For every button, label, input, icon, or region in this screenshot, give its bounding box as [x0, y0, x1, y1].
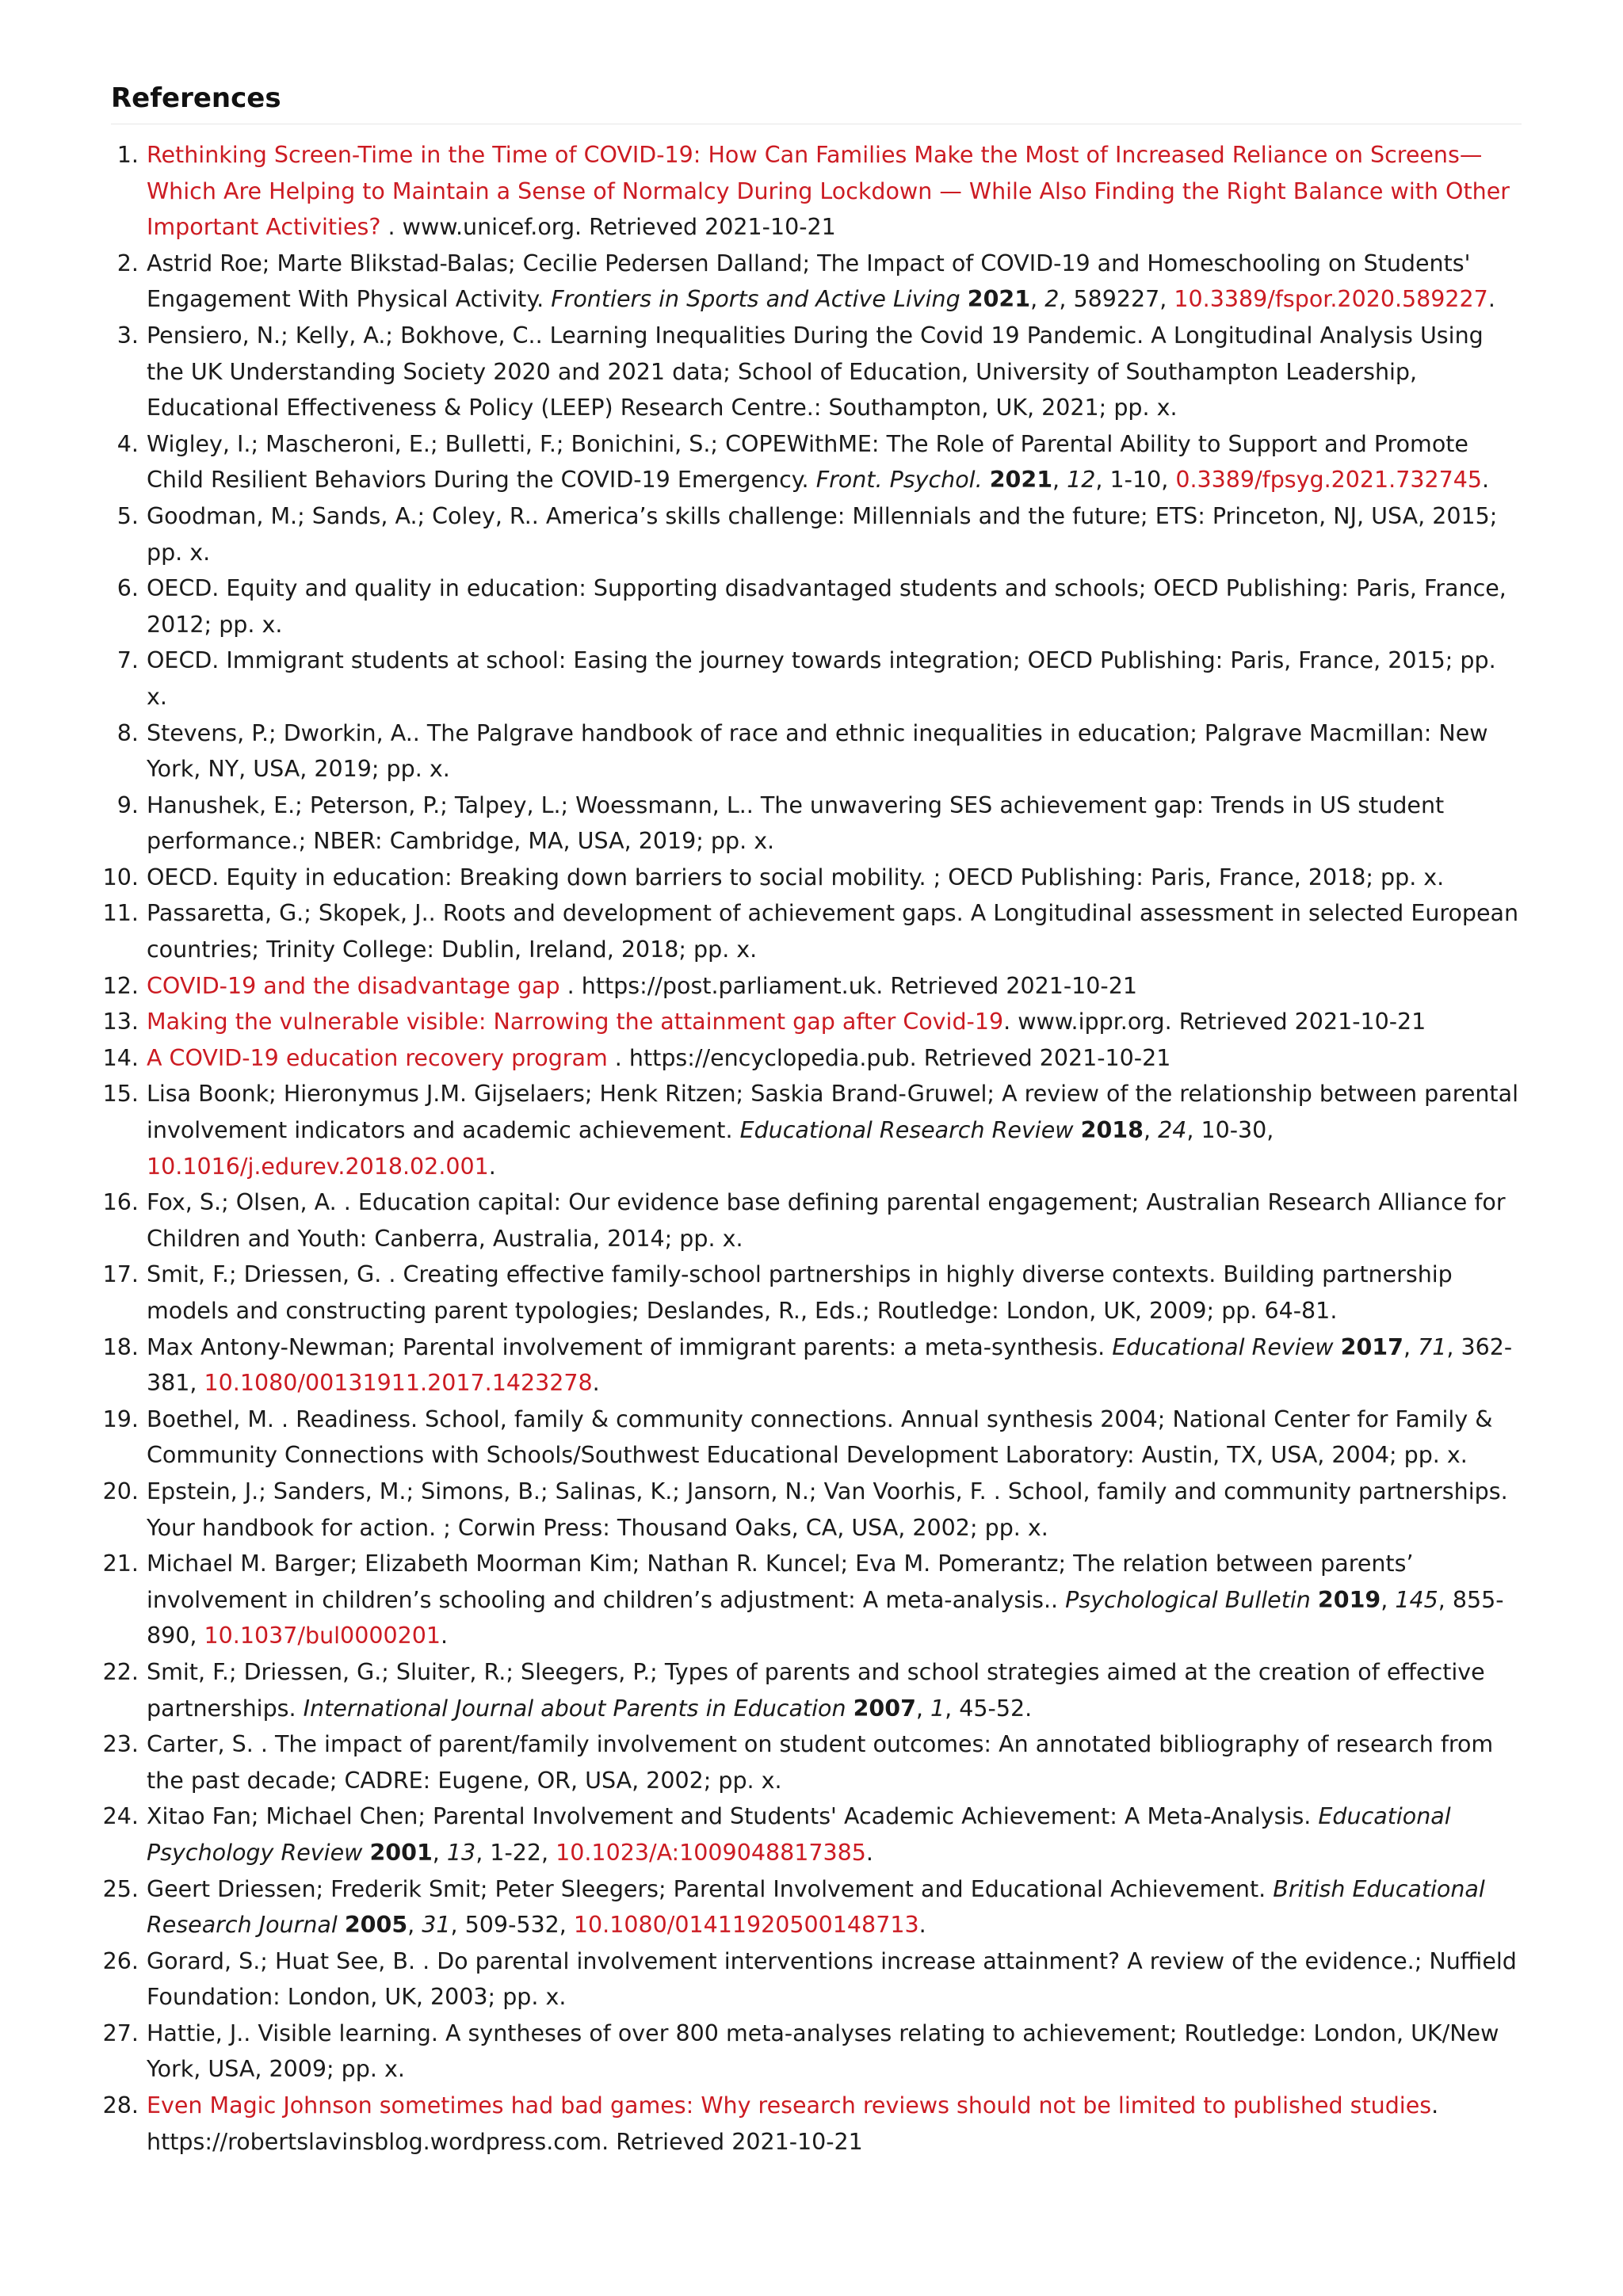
- reference-year: 2018: [1080, 1117, 1144, 1144]
- reference-source: . www.ippr.org. Retrieved 2021-10-21: [1003, 1009, 1426, 1035]
- reference-text: Stevens, P.; Dworkin, A.. The Palgrave handbook of race and ethnic inequalities in education; Palgrave Macmillan: New York, NY, USA, 2019; pp. x.: [147, 719, 1488, 783]
- reference-item: [111, 643, 1522, 715]
- reference-number: 12.: [102, 972, 139, 999]
- reference-item: [111, 788, 1522, 860]
- reference-number: 20.: [102, 1478, 139, 1505]
- reference-end: .: [918, 1912, 926, 1939]
- reference-volume: 1: [930, 1695, 945, 1722]
- reference-text: Pensiero, N.; Kelly, A.; Bokhove, C.. Learning Inequalities During the Covid 19 Pandemic. A Longitudinal Analysis Using the UK Understanding Society 2020 and 2021 data; School of Education, University of Southampton Leadership, Educational Effectiveness & Policy (LEEP) Research Centre.: Southampton, UK, 2021; pp. x.: [147, 322, 1484, 421]
- reference-text: Lisa Boonk; Hieronymus J.M. Gijselaers; Henk Ritzen; Saskia Brand-Gruwel; A review of the relationship between parental involvement indicators and academic achievement.: [147, 1081, 1518, 1144]
- reference-text: Gorard, S.; Huat See, B. . Do parental involvement interventions increase attainment? A review of the evidence.; Nuffield Foundation: London, UK, 2003; pp. x.: [147, 1947, 1517, 2011]
- reference-number: 22.: [102, 1658, 139, 1685]
- reference-pages: , 362-381,: [147, 1333, 1513, 1397]
- reference-end: .: [1482, 467, 1490, 494]
- reference-text: Boethel, M. . Readiness. School, family & community connections. Annual synthesis 2004; National Center for Family & Community Connections with Schools/Southwest Educational Development Laboratory: Austin, TX, USA, 2004; pp. x.: [147, 1405, 1493, 1469]
- reference-number: 21.: [102, 1550, 139, 1577]
- reference-text: Passaretta, G.; Skopek, J.. Roots and development of achievement gaps. A Longitudinal assessment in selected European countries; Trinity College: Dublin, Ireland, 2018; pp. x.: [147, 900, 1519, 963]
- reference-pages: , 855-890,: [147, 1586, 1504, 1650]
- reference-text: Carter, S. . The impact of parent/family involvement on student outcomes: An annotated bibliography of research from the past decade; CADRE: Eugene, OR, USA, 2002; pp. x.: [147, 1731, 1494, 1794]
- reference-volume: 71: [1418, 1333, 1447, 1360]
- reference-item: [102, 1257, 1522, 1329]
- reference-number: 19.: [102, 1405, 139, 1432]
- reference-item: 18. Max Antony-Newman; Parental involvement of immigrant parents: a meta-synthesis. Educational Review 2017, 71, 362-381, 10.1080/00131911.2017.1423278.: [111, 1329, 1522, 1402]
- reference-text: Max Antony-Newman; Parental involvement of immigrant parents: a meta-synthesis.: [147, 1333, 1113, 1360]
- reference-number: 27.: [102, 2019, 139, 2046]
- reference-text: Hattie, J.. Visible learning. A syntheses of over 800 meta-analyses relating to achievement; Routledge: London, UK/New York, USA, 2009; pp. x.: [147, 2019, 1499, 2083]
- reference-number: 6.: [116, 575, 139, 602]
- reference-journal: Educational Psychology Review: [147, 1803, 1451, 1866]
- reference-end: .: [488, 1153, 496, 1180]
- reference-text: Michael M. Barger; Elizabeth Moorman Kim; Nathan R. Kuncel; Eva M. Pomerantz; The relation between parents’ involvement in children’s schooling and children’s adjustment: A meta-analysis..: [147, 1550, 1414, 1613]
- reference-text: Goodman, M.; Sands, A.; Coley, R.. America’s skills challenge: Millennials and the future; ETS: Princeton, NJ, USA, 2015; pp. x.: [147, 502, 1498, 566]
- reference-item: [102, 860, 1522, 896]
- reference-text: Hanushek, E.; Peterson, P.; Talpey, L.; Woessmann, L.. The unwavering SES achievement gap: Trends in US student performance.; NBER: Cambridge, MA, USA, 2019; pp. x.: [147, 791, 1445, 855]
- reference-item: [102, 2016, 1522, 2088]
- reference-number: 25.: [102, 1875, 139, 1902]
- reference-link[interactable]: Rethinking Screen-Time in the Time of COVID-19: How Can Families Make the Most of Increased Reliance on Screens—Which Are Helping to Maintain a Sense of Normalcy During Lockdown — While Also Finding the Right Balance with Other Important Activities?: [147, 142, 1510, 241]
- reference-item: [102, 1474, 1522, 1546]
- reference-text: OECD. Immigrant students at school: Easing the journey towards integration; OECD Publishing: Paris, France, 2015; pp. x.: [147, 647, 1496, 710]
- reference-volume: 24: [1158, 1117, 1187, 1144]
- reference-number: 26.: [102, 1947, 139, 1974]
- reference-number: 1.: [116, 142, 139, 168]
- reference-link[interactable]: A COVID-19 education recovery program: [147, 1044, 608, 1071]
- reference-item: 15. Lisa Boonk; Hieronymus J.M. Gijselaers; Henk Ritzen; Saskia Brand-Gruwel; A review of the relationship between parental involvement indicators and academic achievement. Educational Research Review 2018, 24, 10-30, 10.1016/j.edurev.2018.02.001.: [111, 1076, 1522, 1184]
- reference-number: 23.: [102, 1731, 139, 1758]
- reference-doi-link[interactable]: 10.1016/j.edurev.2018.02.001: [147, 1153, 489, 1180]
- reference-item: 22. Smit, F.; Driessen, G.; Sluiter, R.; Sleegers, P.; Types of parents and school strategies aimed at the creation of effective partnerships. International Journal about Parents in Education 2007, 1, 45-52.: [111, 1654, 1522, 1726]
- reference-journal: Psychological Bulletin: [1065, 1586, 1311, 1613]
- reference-item: [102, 1402, 1522, 1474]
- reference-doi-link[interactable]: 10.3389/fspor.2020.589227: [1174, 286, 1488, 313]
- reference-end: .: [865, 1839, 873, 1866]
- reference-source: . https://post.parliament.uk. Retrieved 2021-10-21: [559, 972, 1137, 999]
- reference-number: 4.: [116, 430, 139, 457]
- reference-year: 2017: [1340, 1333, 1403, 1360]
- reference-pages: , 45-52.: [945, 1695, 1033, 1722]
- reference-item: [102, 1726, 1522, 1798]
- reference-item: 4. Wigley, I.; Mascheroni, E.; Bulletti, F.; Bonichini, S.; COPEWithME: The Role of Parental Ability to Support and Promote Child Resilient Behaviors During the COVID-19 Emergency. Front. Psychol. 2021, 12, 1-10, 0.3389/fpsyg.2021.732745.: [111, 426, 1522, 498]
- reference-text: OECD. Equity in education: Breaking down barriers to social mobility. ; OECD Publishing: Paris, France, 2018; pp. x.: [147, 864, 1445, 891]
- reference-year: 2007: [853, 1695, 916, 1722]
- reference-journal: Educational Review: [1112, 1333, 1334, 1360]
- reference-end: .: [592, 1370, 600, 1397]
- reference-text: Fox, S.; Olsen, A. . Education capital: Our evidence base defining parental engagement; Australian Research Alliance for Children and Youth: Canberra, Australia, 2014; pp. x.: [147, 1189, 1506, 1252]
- reference-item: [102, 895, 1522, 967]
- reference-number: 28.: [102, 2092, 139, 2119]
- reference-pages: , 589227,: [1059, 286, 1174, 313]
- reference-year: 2021: [967, 286, 1031, 313]
- reference-number: 2.: [116, 250, 139, 277]
- references-list: [102, 137, 1522, 2160]
- reference-number: 5.: [116, 502, 139, 529]
- reference-year: 2001: [369, 1839, 433, 1866]
- reference-doi-link[interactable]: 10.1080/00131911.2017.1423278: [204, 1370, 593, 1397]
- reference-number: 13.: [102, 1009, 139, 1035]
- reference-journal: British Educational Research Journal: [147, 1875, 1485, 1939]
- reference-text: OECD. Equity and quality in education: Supporting disadvantaged students and schools; OECD Publishing: Paris, France, 2012; pp. x.: [147, 575, 1507, 638]
- reference-text: Geert Driessen; Frederik Smit; Peter Sleegers; Parental Involvement and Educational Achievement.: [147, 1875, 1274, 1902]
- reference-item: 2. Astrid Roe; Marte Blikstad-Balas; Cecilie Pedersen Dalland; The Impact of COVID-19 and Homeschooling on Students' Engagement With Physical Activity. Frontiers in Sports and Active Living 2021, 2, 589227, 10.3389/fspor.2020.589227.: [111, 246, 1522, 318]
- reference-item: [111, 715, 1522, 788]
- reference-item: [111, 137, 1522, 246]
- reference-journal: Frontiers in Sports and Active Living: [551, 286, 960, 313]
- reference-number: 10.: [102, 864, 139, 891]
- reference-source: . www.unicef.org. Retrieved 2021-10-21: [380, 214, 836, 241]
- reference-source: . https://robertslavinsblog.wordpress.com. Retrieved 2021-10-21: [147, 2092, 1439, 2155]
- reference-pages: , 509-532,: [450, 1912, 574, 1939]
- reference-item: [102, 1004, 1522, 1040]
- reference-journal: Educational Research Review: [739, 1117, 1074, 1144]
- reference-volume: 2: [1044, 286, 1060, 313]
- reference-text: Xitao Fan; Michael Chen; Parental Involvement and Students' Academic Achievement: A Meta-Analysis.: [147, 1803, 1319, 1830]
- reference-pages: , 10-30,: [1186, 1117, 1274, 1144]
- reference-item: [111, 318, 1522, 426]
- reference-doi-link[interactable]: 10.1023/A:1009048817385: [556, 1839, 866, 1866]
- reference-year: 2005: [344, 1912, 408, 1939]
- reference-journal: International Journal about Parents in Education: [303, 1695, 846, 1722]
- reference-item: [111, 570, 1522, 643]
- reference-year: 2019: [1317, 1586, 1381, 1613]
- reference-number: 11.: [102, 900, 139, 927]
- reference-text: Smit, F.; Driessen, G. . Creating effective family-school partnerships in highly diverse contexts. Building partnership models and constructing parent typologies; Deslandes, R., Eds.; Routledge: London, UK, 2009; pp. 64-81.: [147, 1261, 1453, 1324]
- reference-number: 7.: [116, 647, 139, 674]
- reference-doi-link[interactable]: 10.1080/01411920500148713: [573, 1912, 919, 1939]
- reference-link[interactable]: COVID-19 and the disadvantage gap: [147, 972, 560, 999]
- references-heading: References: [111, 82, 1522, 124]
- reference-item: [102, 2088, 1522, 2160]
- reference-item: 24. Xitao Fan; Michael Chen; Parental Involvement and Students' Academic Achievement: A Meta-Analysis. Educational Psychology Review 2001, 13, 1-22, 10.1023/A:1009048817385.: [111, 1798, 1522, 1871]
- reference-source: . https://encyclopedia.pub. Retrieved 2021-10-21: [607, 1044, 1171, 1071]
- reference-item: [102, 1943, 1522, 2016]
- reference-link[interactable]: Even Magic Johnson sometimes had bad games: Why research reviews should not be limited to published studies: [147, 2092, 1432, 2119]
- reference-number: 8.: [116, 719, 139, 746]
- reference-number: 9.: [116, 791, 139, 818]
- reference-doi-link[interactable]: 0.3389/fpsyg.2021.732745: [1175, 467, 1483, 494]
- reference-pages: , 1-10,: [1095, 467, 1176, 494]
- reference-item: 25. Geert Driessen; Frederik Smit; Peter Sleegers; Parental Involvement and Educational Achievement. British Educational Research Journal 2005, 31, 509-532, 10.1080/01411920500148713.: [111, 1871, 1522, 1943]
- reference-volume: 31: [422, 1912, 451, 1939]
- reference-volume: 12: [1067, 467, 1096, 494]
- reference-number: 16.: [102, 1189, 139, 1216]
- reference-doi-link[interactable]: 10.1037/bul0000201: [204, 1623, 441, 1650]
- reference-link[interactable]: Making the vulnerable visible: Narrowing the attainment gap after Covid-19: [147, 1009, 1004, 1035]
- reference-item: [102, 1040, 1522, 1077]
- reference-item: [111, 498, 1522, 570]
- reference-volume: 145: [1395, 1586, 1438, 1613]
- reference-end: .: [441, 1623, 449, 1650]
- reference-item: [102, 1184, 1522, 1257]
- reference-year: 2021: [989, 467, 1053, 494]
- reference-number: 17.: [102, 1261, 139, 1288]
- reference-text: Epstein, J.; Sanders, M.; Simons, B.; Salinas, K.; Jansorn, N.; Van Voorhis, F. . School, family and community partnerships. Your handbook for action. ; Corwin Press: Thousand Oaks, CA, USA, 2002; pp. x.: [147, 1478, 1508, 1541]
- reference-journal: Front. Psychol.: [815, 467, 983, 494]
- reference-item: 21. Michael M. Barger; Elizabeth Moorman Kim; Nathan R. Kuncel; Eva M. Pomerantz; The relation between parents’ involvement in children’s schooling and children’s adjustment: A meta-analysis.. Psychological Bulletin 2019, 145, 855-890, 10.1037/bul0000201.: [111, 1546, 1522, 1654]
- reference-number: 24.: [102, 1803, 139, 1830]
- reference-number: 3.: [116, 322, 139, 349]
- reference-number: 14.: [102, 1044, 139, 1071]
- reference-text: Astrid Roe; Marte Blikstad-Balas; Cecilie Pedersen Dalland; The Impact of COVID-19 and Homeschooling on Students' Engagement With Physical Activity.: [147, 250, 1471, 313]
- reference-number: 18.: [102, 1333, 139, 1360]
- reference-number: 15.: [102, 1081, 139, 1108]
- reference-volume: 13: [446, 1839, 476, 1866]
- reference-text: Smit, F.; Driessen, G.; Sluiter, R.; Sleegers, P.; Types of parents and school strategies aimed at the creation of effective partnerships.: [147, 1658, 1485, 1722]
- reference-end: .: [1487, 286, 1495, 313]
- reference-pages: , 1-22,: [475, 1839, 556, 1866]
- reference-item: [102, 968, 1522, 1005]
- reference-text: Wigley, I.; Mascheroni, E.; Bulletti, F.; Bonichini, S.; COPEWithME: The Role of Parental Ability to Support and Promote Child Resilient Behaviors During the COVID-19 Emergency.: [147, 430, 1468, 494]
